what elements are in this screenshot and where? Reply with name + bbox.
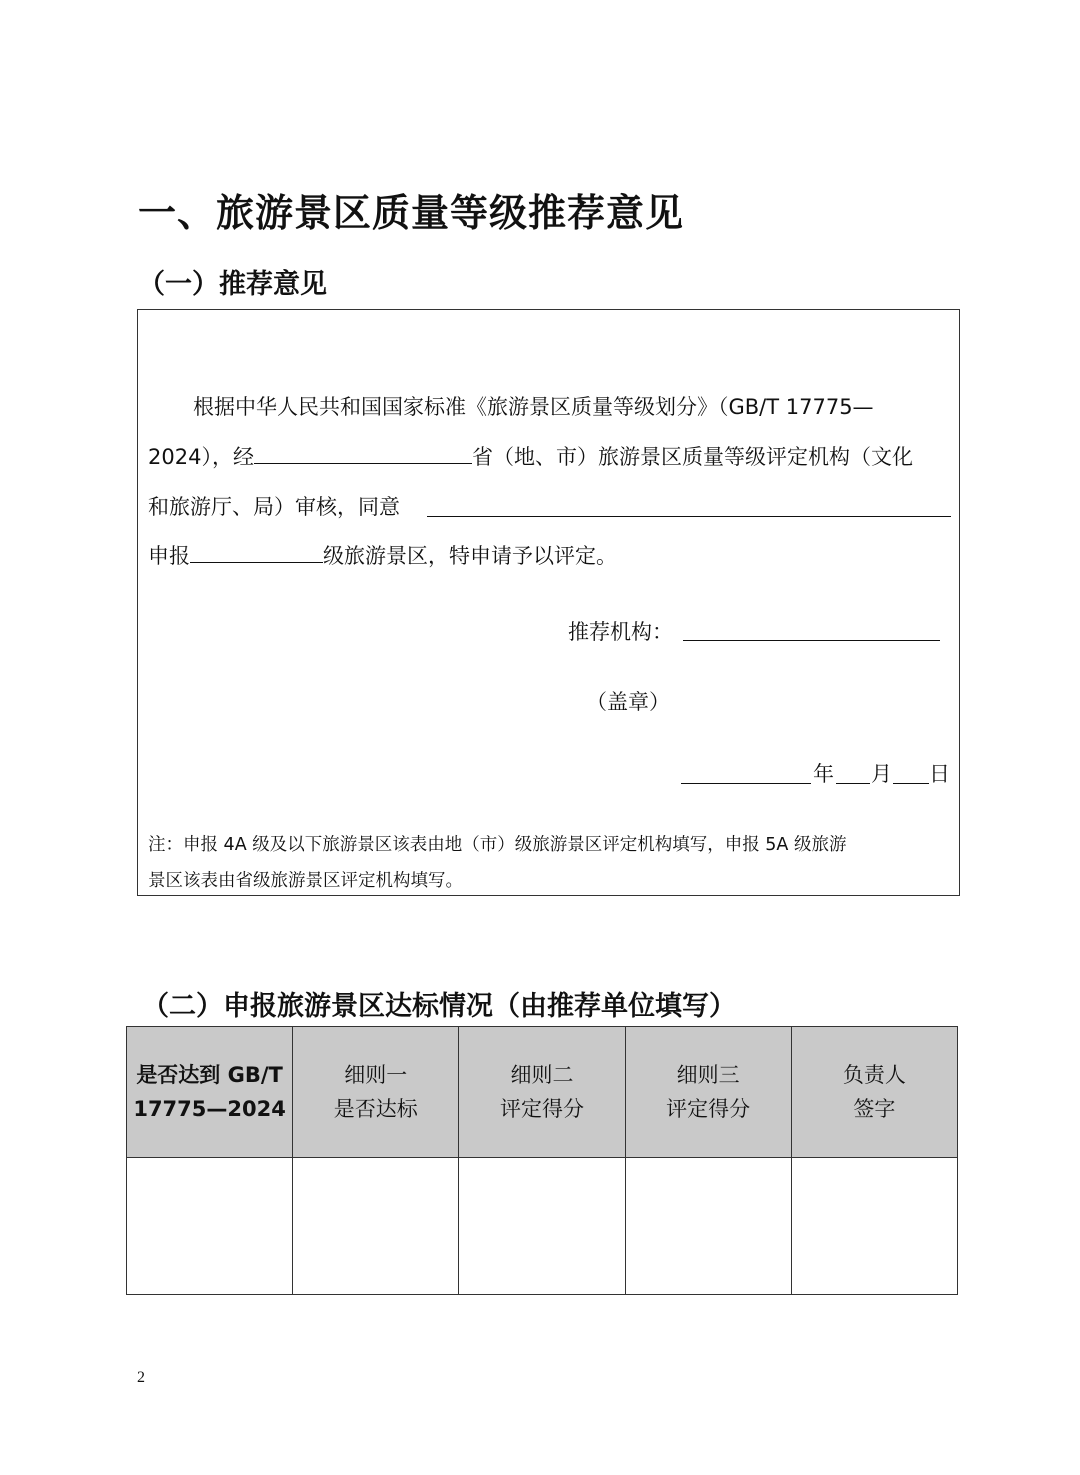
header-line: 是否达到 GB/T — [136, 1063, 283, 1087]
compliance-table — [126, 1026, 958, 1295]
paragraph-line-2 — [148, 447, 913, 468]
month-label: 月 — [871, 762, 892, 786]
paragraph-line-2-prefix: 2024），经 — [148, 445, 254, 469]
cell-rule-3[interactable] — [625, 1158, 791, 1295]
header-line: 签字 — [853, 1097, 896, 1121]
section-title-recommendation: （一）推荐意见 — [138, 269, 327, 300]
header-rule-3 — [625, 1027, 791, 1158]
table-header-row — [127, 1027, 958, 1158]
cell-rule-1[interactable] — [293, 1158, 459, 1295]
month-blank[interactable] — [836, 783, 870, 784]
paragraph-line-4-prefix: 申报 — [148, 544, 190, 568]
page-number: 2 — [137, 1369, 145, 1386]
day-blank[interactable] — [893, 783, 929, 784]
table-row — [127, 1158, 958, 1295]
header-signature — [791, 1027, 957, 1158]
header-line: 细则三 — [676, 1063, 740, 1087]
paragraph-line-4 — [148, 546, 617, 567]
header-line: 评定得分 — [666, 1097, 751, 1121]
note-line-1: 注：申报 4A 级及以下旅游景区该表由地（市）级旅游景区评定机构填写，申报 5A 级旅游 — [148, 835, 847, 855]
header-line: 细则一 — [344, 1063, 408, 1087]
cell-signature[interactable] — [791, 1158, 957, 1295]
page-title: 一、旅游景区质量等级推荐意见 — [138, 191, 685, 235]
section-title-compliance: （二）申报旅游景区达标情况（由推荐单位填写） — [142, 991, 736, 1022]
grade-blank[interactable] — [190, 561, 323, 563]
seal-label: （盖章） — [586, 690, 670, 714]
header-line: 负责人 — [842, 1063, 906, 1087]
header-gbt-compliance — [127, 1027, 293, 1158]
cell-rule-2[interactable] — [459, 1158, 625, 1295]
header-rule-1 — [293, 1027, 459, 1158]
recommender-label: 推荐机构： — [568, 620, 673, 644]
recommender-blank[interactable] — [683, 640, 940, 641]
paragraph-line-2-suffix: 省（地、市）旅游景区质量等级评定机构（文化 — [471, 445, 913, 469]
year-blank[interactable] — [681, 783, 811, 784]
year-label: 年 — [813, 762, 834, 786]
scenic-area-name-blank[interactable] — [427, 516, 951, 517]
header-line: 17775—2024 — [133, 1097, 286, 1121]
header-line: 是否达标 — [333, 1097, 418, 1121]
day-label: 日 — [929, 762, 950, 786]
paragraph-line-1: 根据中华人民共和国国家标准《旅游景区质量等级划分》（GB/T 17775— — [193, 395, 874, 419]
header-line: 评定得分 — [499, 1097, 584, 1121]
cell-gbt-compliance[interactable] — [127, 1158, 293, 1295]
paragraph-line-3: 和旅游厅、局）审核，同意 — [148, 495, 400, 519]
note-line-2: 景区该表由省级旅游景区评定机构填写。 — [148, 871, 463, 891]
province-blank[interactable] — [254, 462, 472, 464]
header-rule-2 — [459, 1027, 625, 1158]
header-line: 细则二 — [510, 1063, 574, 1087]
paragraph-line-4-suffix: 级旅游景区，特申请予以评定。 — [323, 544, 617, 568]
